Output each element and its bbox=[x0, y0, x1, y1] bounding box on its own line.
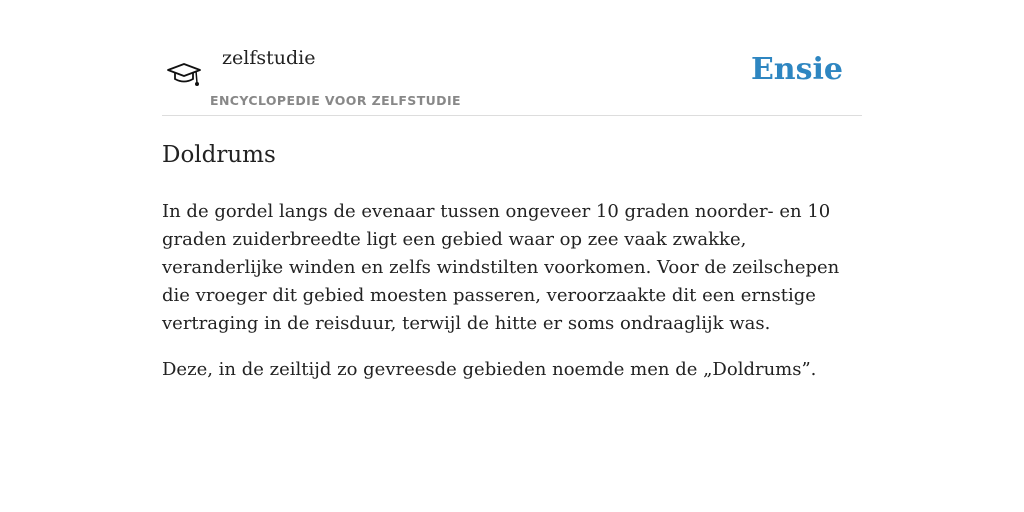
site-header bbox=[162, 44, 862, 116]
site-tagline: ENCYCLOPEDIE VOOR ZELFSTUDIE bbox=[210, 93, 461, 108]
article bbox=[162, 116, 862, 384]
page bbox=[162, 0, 862, 384]
article-paragraph: In de gordel langs de evenaar tussen ongeveer 10 graden noorder- en 10 graden zuiderbreedte ligt een gebied waar op zee vaak zwakke, veranderlijke winden en zelfs windstilten voorkomen. Voor de zeilschepen die vroeger dit gebied moesten passeren, veroorzaakte dit een ernstige vertraging in de reisduur, terwijl de hitte er soms ondraaglijk was. bbox=[162, 201, 840, 334]
graduation-cap-icon[interactable] bbox=[164, 56, 206, 92]
brand-logo[interactable]: Ensie bbox=[750, 52, 843, 87]
article-title: Doldrums bbox=[162, 142, 276, 168]
article-paragraph: Deze, in de zeiltijd zo gevreesde gebieden noemde men de „Doldrums”. bbox=[162, 359, 817, 380]
site-name[interactable]: zelfstudie bbox=[222, 47, 316, 69]
